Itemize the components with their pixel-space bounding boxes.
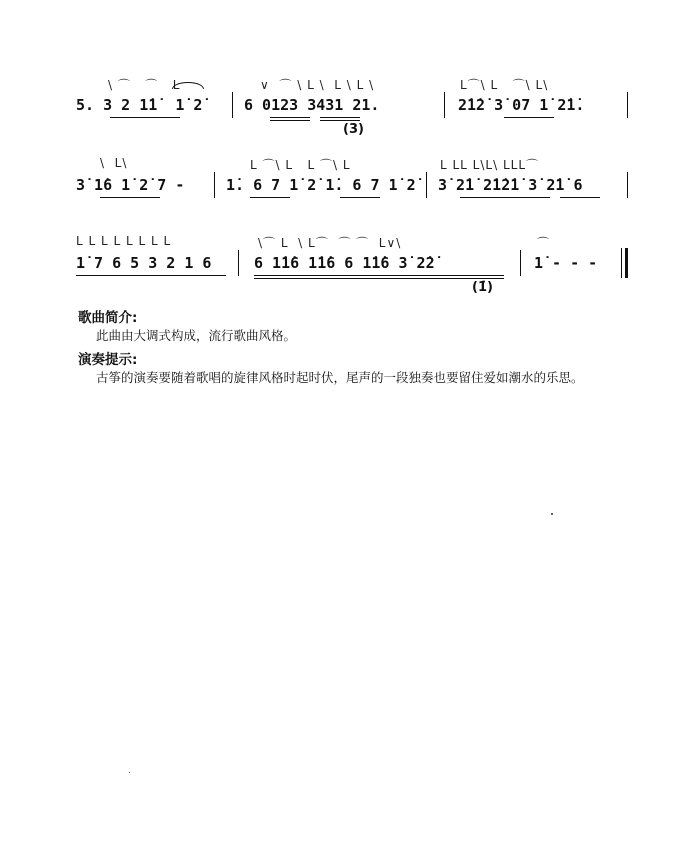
score-line-2 <box>0 150 693 230</box>
barline <box>444 92 445 118</box>
technique-marks-2c: L LL L\L\ LLL⌒ <box>440 158 540 172</box>
measure-3-1: 1̇ 7 6 5 3 2 1 6 <box>76 254 212 272</box>
intro-text: 此曲由大调式构成，流行歌曲风格。 <box>96 328 297 343</box>
measure-1-2: 6 0123 3431 21. <box>244 96 380 114</box>
barline <box>520 250 521 276</box>
technique-marks-3a: L L L L L L L L <box>76 234 172 248</box>
measure-1-3: 2̇1̇2̇ 3̇ 07 1̇ 2̇1̇. <box>458 96 585 114</box>
measure-2-3: 3̇ 2̇1̇ 2̇1̇2̇1̇ 3̇ 2̇1̇ 6 <box>438 176 583 194</box>
technique-marks-3b: \⌒ L \ L⌒ ⌒ ⌒ L∨\ <box>258 236 402 250</box>
beam-line <box>460 197 550 198</box>
measure-2-1: 3̇ 1̇6 1̇ 2̇ 7 - <box>76 176 185 194</box>
beam-line <box>110 117 180 118</box>
measure-1-1: 5. 3 2 1̇1̇ 1̇ 2̇ <box>76 96 203 114</box>
beam-line <box>560 197 600 198</box>
intro-heading: 歌曲简介: <box>78 310 138 326</box>
beam-line <box>270 120 310 121</box>
beam-line <box>340 197 380 198</box>
measure-3-3: 1̇ - - - <box>534 254 598 272</box>
subscript-note: (3) <box>343 122 364 137</box>
technique-marks-1b: ∨ ⌒ \ L \ L \ L \ <box>260 78 375 92</box>
beam-line <box>270 117 310 118</box>
tips-text: 古筝的演奏要随着歌唱的旋律风格时起时伏，尾声的一段独奏也要留住爱如潮水的乐思。 <box>96 370 584 385</box>
barline <box>627 172 628 198</box>
barline <box>627 92 628 118</box>
technique-marks-2a: \ L\ <box>100 156 128 170</box>
final-barline <box>625 248 628 278</box>
technique-marks-2b: L ⌒\ L L ⌒\ L <box>250 158 351 172</box>
barline <box>214 172 215 198</box>
score-line-1 <box>0 70 693 150</box>
final-barline-thin <box>621 248 622 278</box>
beam-line <box>76 275 226 276</box>
beam-line <box>320 120 360 121</box>
beam-line <box>100 197 160 198</box>
technique-marks-1a: \ ⌒ ⌒ L <box>108 78 181 92</box>
barline <box>426 172 427 198</box>
beam-line <box>254 275 504 276</box>
technique-marks-1c: L⌒\ L ⌒\ L\ <box>460 78 549 92</box>
speck <box>551 513 553 515</box>
subscript-note: (1̇) <box>472 280 493 295</box>
speck <box>129 772 130 773</box>
slur <box>172 82 204 89</box>
barline <box>232 92 233 118</box>
technique-marks-3c: ⌒ <box>537 236 551 250</box>
measure-2-2: 1̇. 6 7 1̇ 2̇ 1̇. 6 7 1̇ 2̇ <box>226 176 416 194</box>
score-line-3 <box>0 228 693 308</box>
beam-line <box>250 197 290 198</box>
beam-line <box>320 117 360 118</box>
beam-line <box>254 278 504 279</box>
tips-heading: 演奏提示: <box>78 352 138 368</box>
beam-line <box>504 117 554 118</box>
barline <box>238 250 239 276</box>
measure-3-2: 6 1̇1̇6 1̇1̇6 6 1̇1̇6 3̇ 2̇2̇ <box>254 254 435 272</box>
